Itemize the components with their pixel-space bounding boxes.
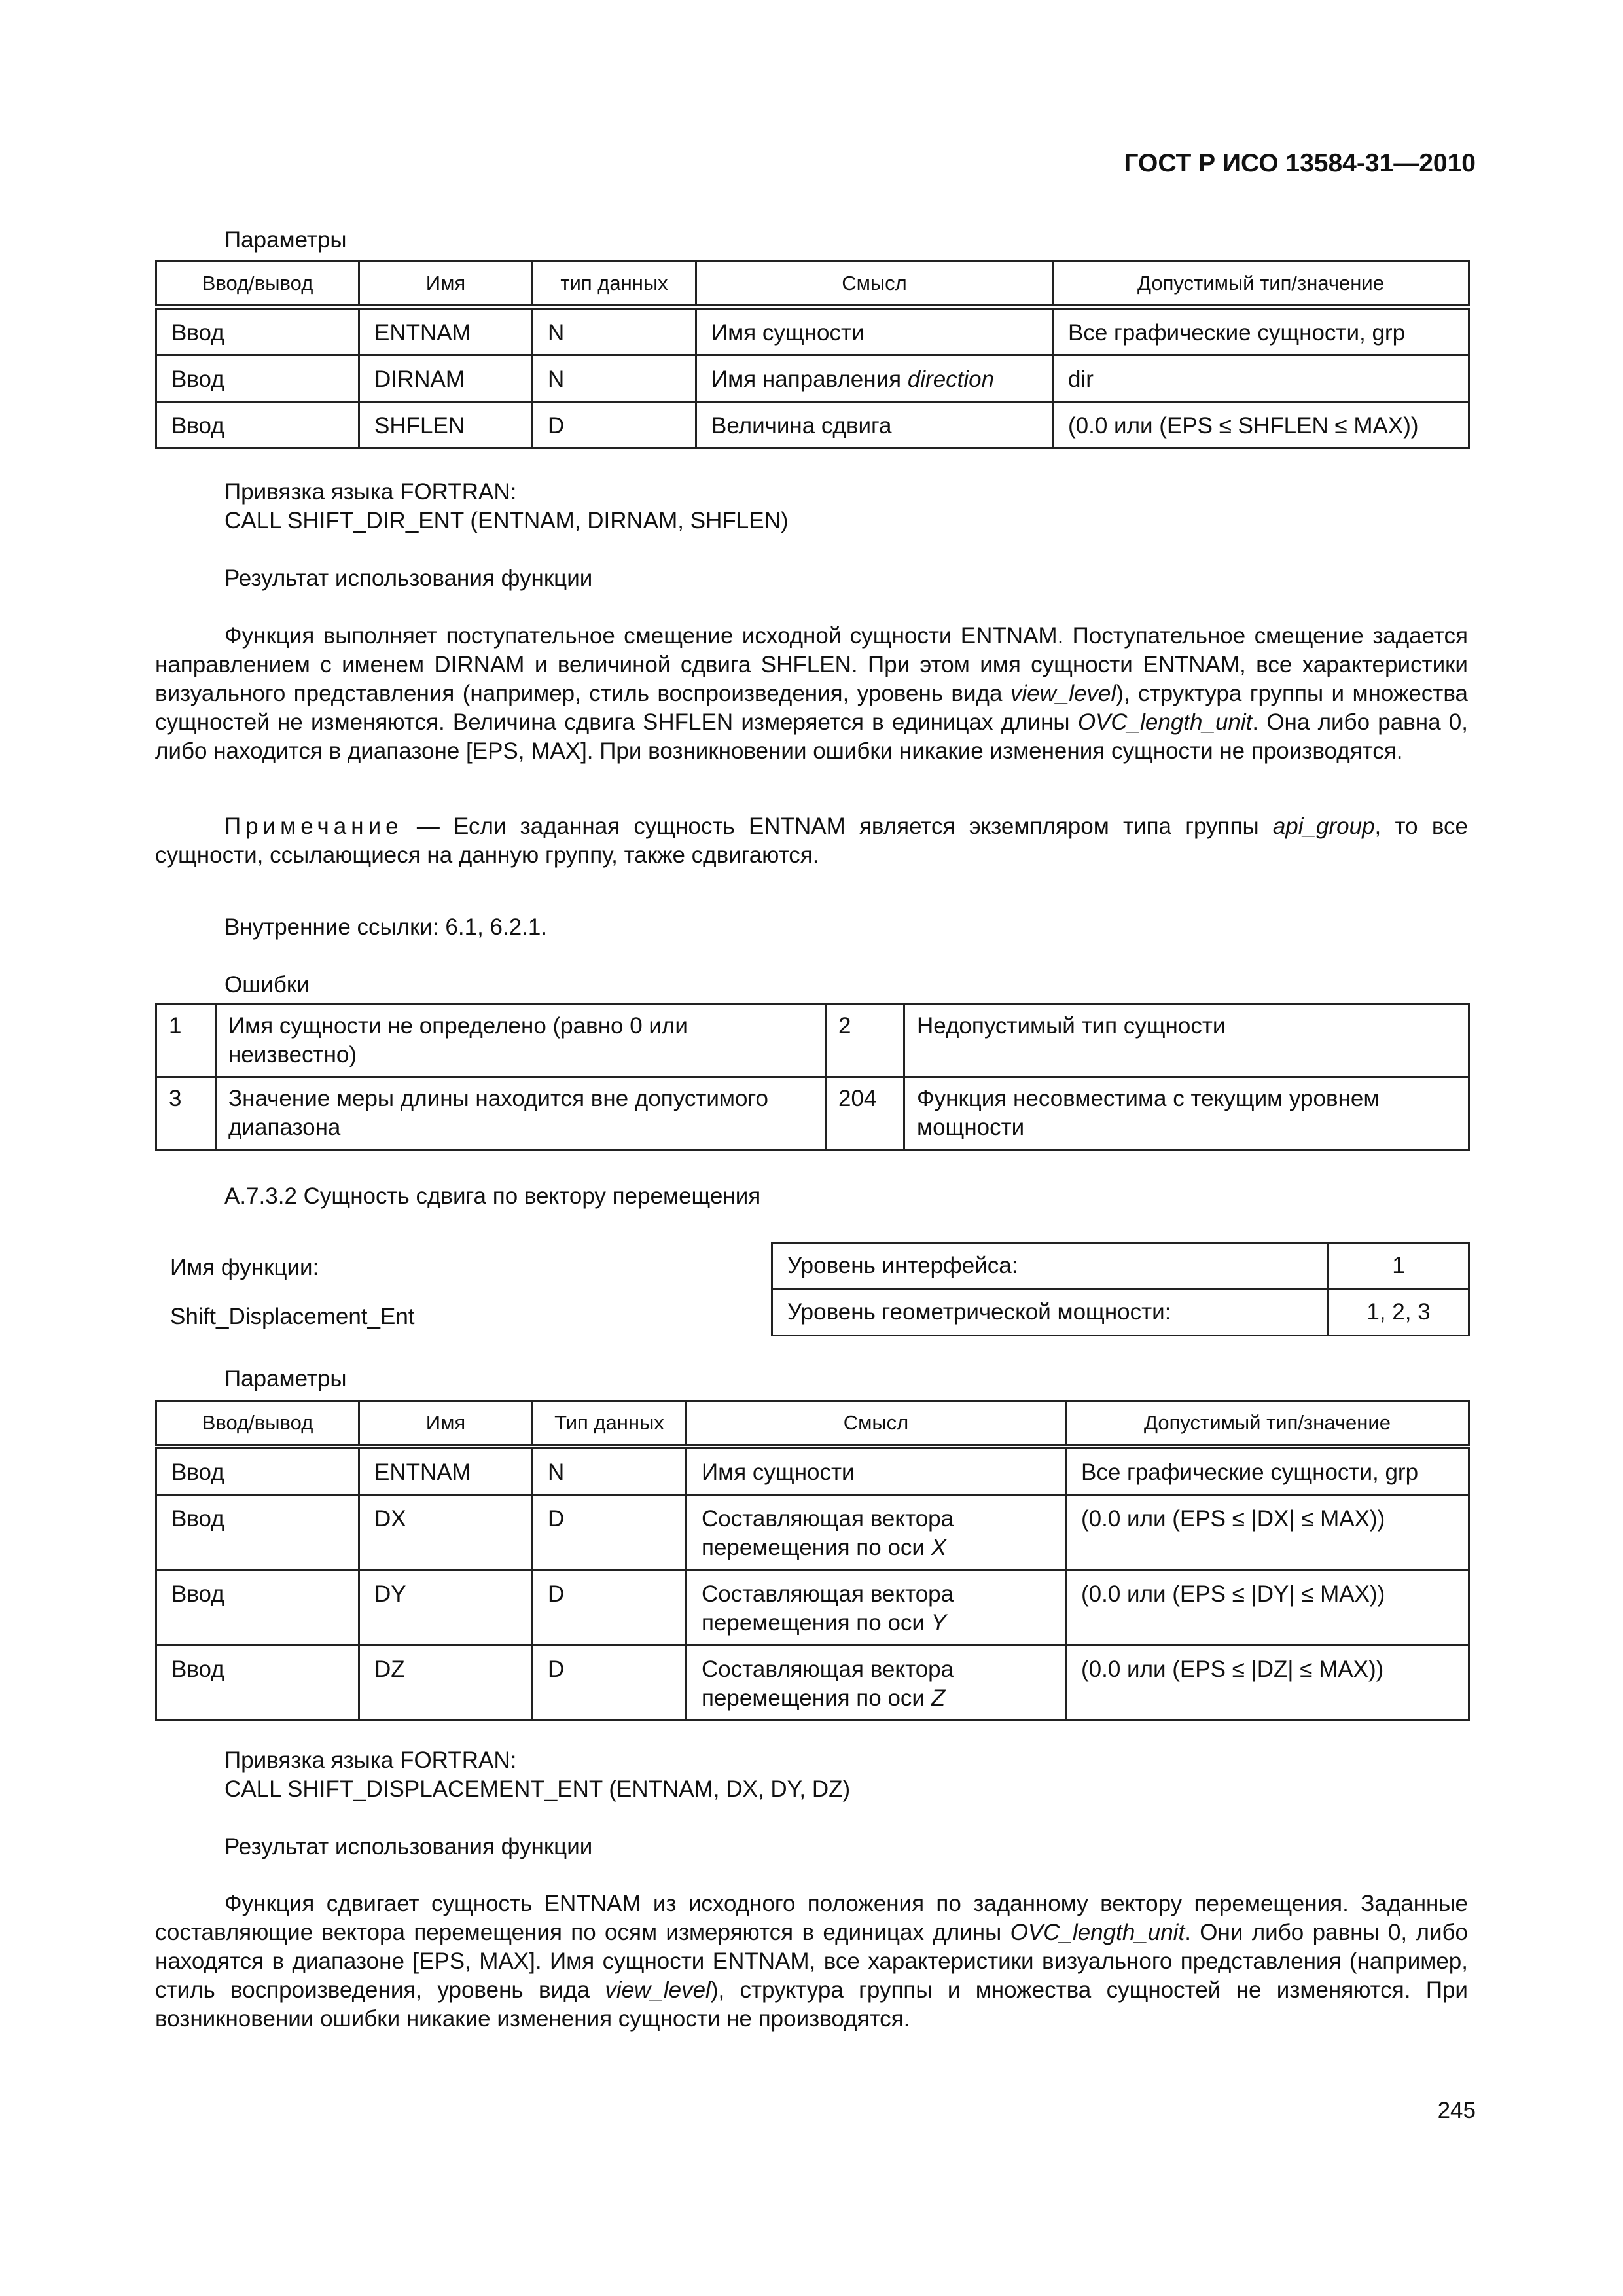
cell-meaning: Составляющая вектора перемещения по оси Y (687, 1570, 1066, 1645)
col-header-meaning: Смысл (687, 1401, 1066, 1447)
cell-meaning: Имя сущности (687, 1446, 1066, 1495)
cell-type: D (533, 1495, 687, 1570)
fortran-label-2: Привязка языка FORTRAN: (224, 1748, 517, 1773)
section-title: А.7.3.2 Сущность сдвига по вектору перемещения (224, 1183, 761, 1209)
result-label-2: Результат использования функции (224, 1834, 593, 1859)
col-header-io: Ввод/вывод (156, 262, 359, 308)
cell-meaning: Имя направления direction (696, 355, 1053, 402)
table-row (156, 1005, 1469, 1077)
col-header-type: Тип данных (533, 1401, 687, 1447)
params-table-2 (155, 1400, 1470, 1721)
table-row (156, 1077, 1469, 1150)
cell-allowed: (0.0 или (EPS ≤ |DX| ≤ MAX)) (1066, 1495, 1469, 1570)
error-code: 204 (826, 1077, 904, 1150)
description-paragraph-2: Функция сдвигает сущность ENTNAM из исходного положения по заданному вектору перемещения. Заданные составляющие вектора перемещения по осям измеряются в единицах длины OVC_length_unit. Они либо равны 0, либо находятся в диапазоне [EPS, MAX]. Имя сущности ENTNAM, все характеристики визуального представления (например, стиль воспроизведения, уровень вида view_level), структура группы и множества сущностей не изменяются. При возникновении ошибки никакие изменения сущности не производятся. (155, 1891, 1469, 2032)
fortran-call-1: CALL SHIFT_DIR_ENT (ENTNAM, DIRNAM, SHFLEN) (224, 508, 789, 533)
result-label-1: Результат использования функции (224, 565, 593, 591)
table-row (156, 307, 1469, 355)
col-header-type: тип данных (533, 262, 696, 308)
col-header-name: Имя (359, 1401, 533, 1447)
cell-allowed: (0.0 или (EPS ≤ |DY| ≤ MAX)) (1066, 1570, 1469, 1645)
errors-label: Ошибки (224, 972, 310, 997)
page-number: 245 (1437, 2098, 1476, 2123)
level-value: 1 (1329, 1243, 1469, 1289)
table-row (156, 1446, 1469, 1495)
function-name: Shift_Displacement_Ent (170, 1304, 415, 1329)
cell-io: Ввод (156, 307, 359, 355)
cell-io: Ввод (156, 1495, 359, 1570)
error-text: Недопустимый тип сущности (904, 1005, 1469, 1077)
fortran-call-2: CALL SHIFT_DISPLACEMENT_ENT (ENTNAM, DX, DY, DZ) (224, 1776, 851, 1802)
table-row (772, 1289, 1469, 1336)
table-row (156, 355, 1469, 402)
cell-type: D (533, 1570, 687, 1645)
cell-allowed: Все графические сущности, grp (1066, 1446, 1469, 1495)
cell-meaning: Составляющая вектора перемещения по оси Z (687, 1645, 1066, 1721)
error-code: 3 (156, 1077, 216, 1150)
cell-name: DX (359, 1495, 533, 1570)
cell-io: Ввод (156, 1570, 359, 1645)
cell-name: DZ (359, 1645, 533, 1721)
cell-type: N (533, 307, 696, 355)
cell-name: ENTNAM (359, 307, 533, 355)
cell-meaning: Составляющая вектора перемещения по оси X (687, 1495, 1066, 1570)
table-row (156, 1645, 1469, 1721)
col-header-meaning: Смысл (696, 262, 1053, 308)
cell-name: SHFLEN (359, 402, 533, 448)
level-label: Уровень интерфейса: (772, 1243, 1329, 1289)
cell-allowed: (0.0 или (EPS ≤ |DZ| ≤ MAX)) (1066, 1645, 1469, 1721)
col-header-name: Имя (359, 262, 533, 308)
table-row (772, 1243, 1469, 1289)
cell-allowed: dir (1053, 355, 1469, 402)
document-header: ГОСТ Р ИСО 13584-31—2010 (1124, 149, 1476, 177)
cell-io: Ввод (156, 1446, 359, 1495)
cell-allowed: (0.0 или (EPS ≤ SHFLEN ≤ MAX)) (1053, 402, 1469, 448)
cell-meaning: Имя сущности (696, 307, 1053, 355)
error-text: Функция несовместима с текущим уровнем мощности (904, 1077, 1469, 1150)
error-code: 2 (826, 1005, 904, 1077)
cell-name: ENTNAM (359, 1446, 533, 1495)
cell-name: DIRNAM (359, 355, 533, 402)
cell-type: D (533, 1645, 687, 1721)
errors-table (155, 1003, 1470, 1151)
table-row (156, 1495, 1469, 1570)
level-label: Уровень геометрической мощности: (772, 1289, 1329, 1336)
error-code: 1 (156, 1005, 216, 1077)
error-text: Значение меры длины находится вне допустимого диапазона (216, 1077, 826, 1150)
error-text: Имя сущности не определено (равно 0 или неизвестно) (216, 1005, 826, 1077)
note-paragraph: Примечание — Если заданная сущность ENTNAM является экземпляром типа группы api_group, то все сущности, ссылающиеся на данную группу, также сдвигаются. (155, 814, 1468, 868)
params-table-1 (155, 260, 1470, 449)
cell-name: DY (359, 1570, 533, 1645)
cell-io: Ввод (156, 1645, 359, 1721)
cell-type: D (533, 402, 696, 448)
col-header-allowed: Допустимый тип/значение (1066, 1401, 1469, 1447)
cell-allowed: Все графические сущности, grp (1053, 307, 1469, 355)
fortran-label-1: Привязка языка FORTRAN: (224, 479, 517, 505)
cell-io: Ввод (156, 355, 359, 402)
cell-io: Ввод (156, 402, 359, 448)
table-row (156, 1570, 1469, 1645)
col-header-io: Ввод/вывод (156, 1401, 359, 1447)
cell-meaning: Величина сдвига (696, 402, 1053, 448)
params-label-1: Параметры (224, 227, 347, 253)
col-header-allowed: Допустимый тип/значение (1053, 262, 1469, 308)
description-paragraph-1: Функция выполняет поступательное смещение исходной сущности ENTNAM. Поступательное смещение задается направлением с именем DIRNAM и величиной сдвига SHFLEN. При этом имя сущности ENTNAM, все характеристики визуального представления (например, стиль воспроизведения, уровень вида view_level), структура группы и множества сущностей не изменяются. Величина сдвига SHFLEN измеряется в единицах длины OVC_length_unit. Она либо равна 0, либо находится в диапазоне [EPS, MAX]. При возникновении ошибки никакие изменения сущности не производятся. (155, 623, 1468, 764)
cell-type: N (533, 1446, 687, 1495)
internal-refs: Внутренние ссылки: 6.1, 6.2.1. (224, 914, 548, 940)
levels-table (771, 1242, 1470, 1336)
table-row (156, 402, 1469, 448)
function-name-label: Имя функции: (170, 1255, 319, 1280)
cell-type: N (533, 355, 696, 402)
level-value: 1, 2, 3 (1329, 1289, 1469, 1336)
params-label-2: Параметры (224, 1366, 347, 1391)
